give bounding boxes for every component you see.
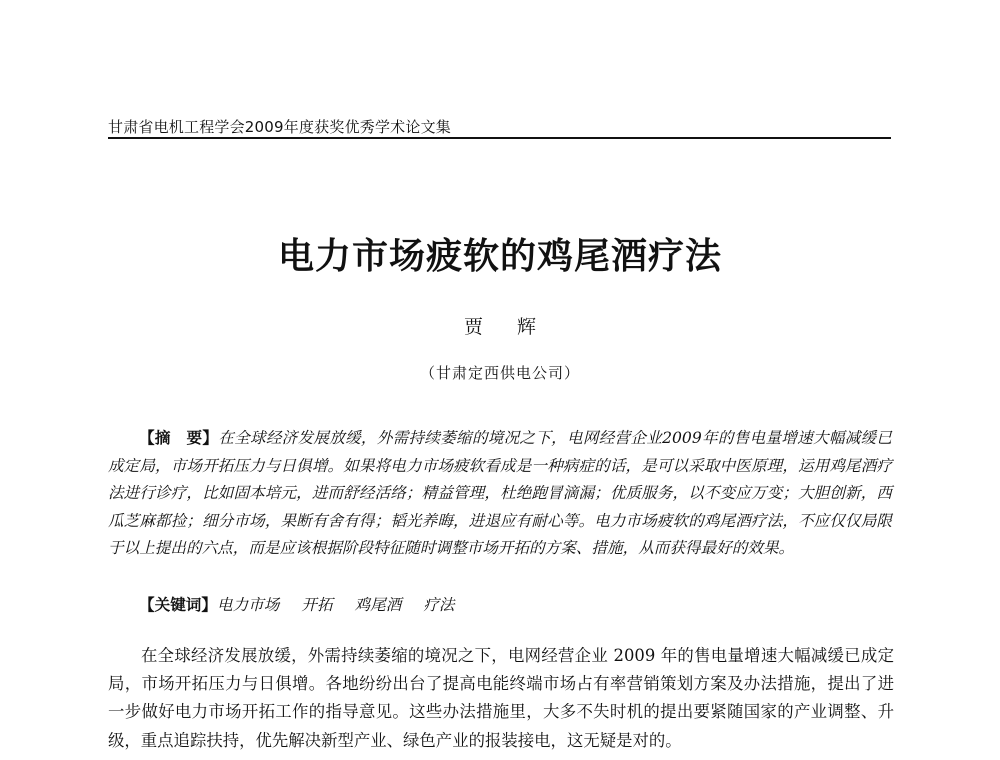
keyword-item: 鸡尾酒: [354, 596, 402, 614]
paper-title: 电力市场疲软的鸡尾酒疗法: [277, 235, 722, 277]
keyword-item: 疗法: [423, 596, 455, 614]
keywords: [108, 591, 892, 620]
abstract-text: 在全球经济发展放缓，外需持续萎缩的境况之下，电网经营企业2009年的售电量增速大幅减缓已成定局，市场开拓压力与日俱增。如果将电力市场疲软看成是一种病症的话，是可以采取中医原理，运用鸡尾酒疗法进行诊疗，比如固本培元，进而舒经活络；精益管理，杜绝跑冒滴漏；优质服务，以不变应万变；大胆创新，西瓜芝麻都捡；细分市场，果断有舍有得；韬光养晦，进退应有耐心等。电力市场疲软的鸡尾酒疗法，不应仅仅局限于以上提出的六点，而是应该根据阶段特征随时调整市场开拓的方案、措施，从而获得最好的效果。: [108, 429, 892, 558]
author-affiliation: （甘肃定西供电公司）: [419, 364, 580, 382]
running-header: 甘肃省电机工程学会2009年度获奖优秀学术论文集: [108, 118, 451, 136]
keywords-label: 【关键词】: [139, 595, 217, 614]
header-rule: [108, 137, 891, 139]
body-paragraph: 在全球经济发展放缓，外需持续萎缩的境况之下，电网经营企业 2009 年的售电量增速大幅减缓已成定局，市场开拓压力与日俱增。各地纷纷出台了提高电能终端市场占有率营销策划方案及办法措施，提出了进一步做好电力市场开拓工作的指导意见。这些办法措施里，大多不失时机的提出要紧随国家的产业调整、升级，重点追踪扶持，优先解决新型产业、绿色产业的报装接电，这无疑是对的。: [108, 646, 894, 750]
author-name: 贾 辉: [463, 316, 551, 338]
keyword-item: 开拓: [301, 596, 333, 614]
abstract-label: 【摘 要】: [139, 428, 219, 447]
abstract: [108, 424, 892, 563]
keyword-item: 电力市场: [216, 596, 280, 614]
